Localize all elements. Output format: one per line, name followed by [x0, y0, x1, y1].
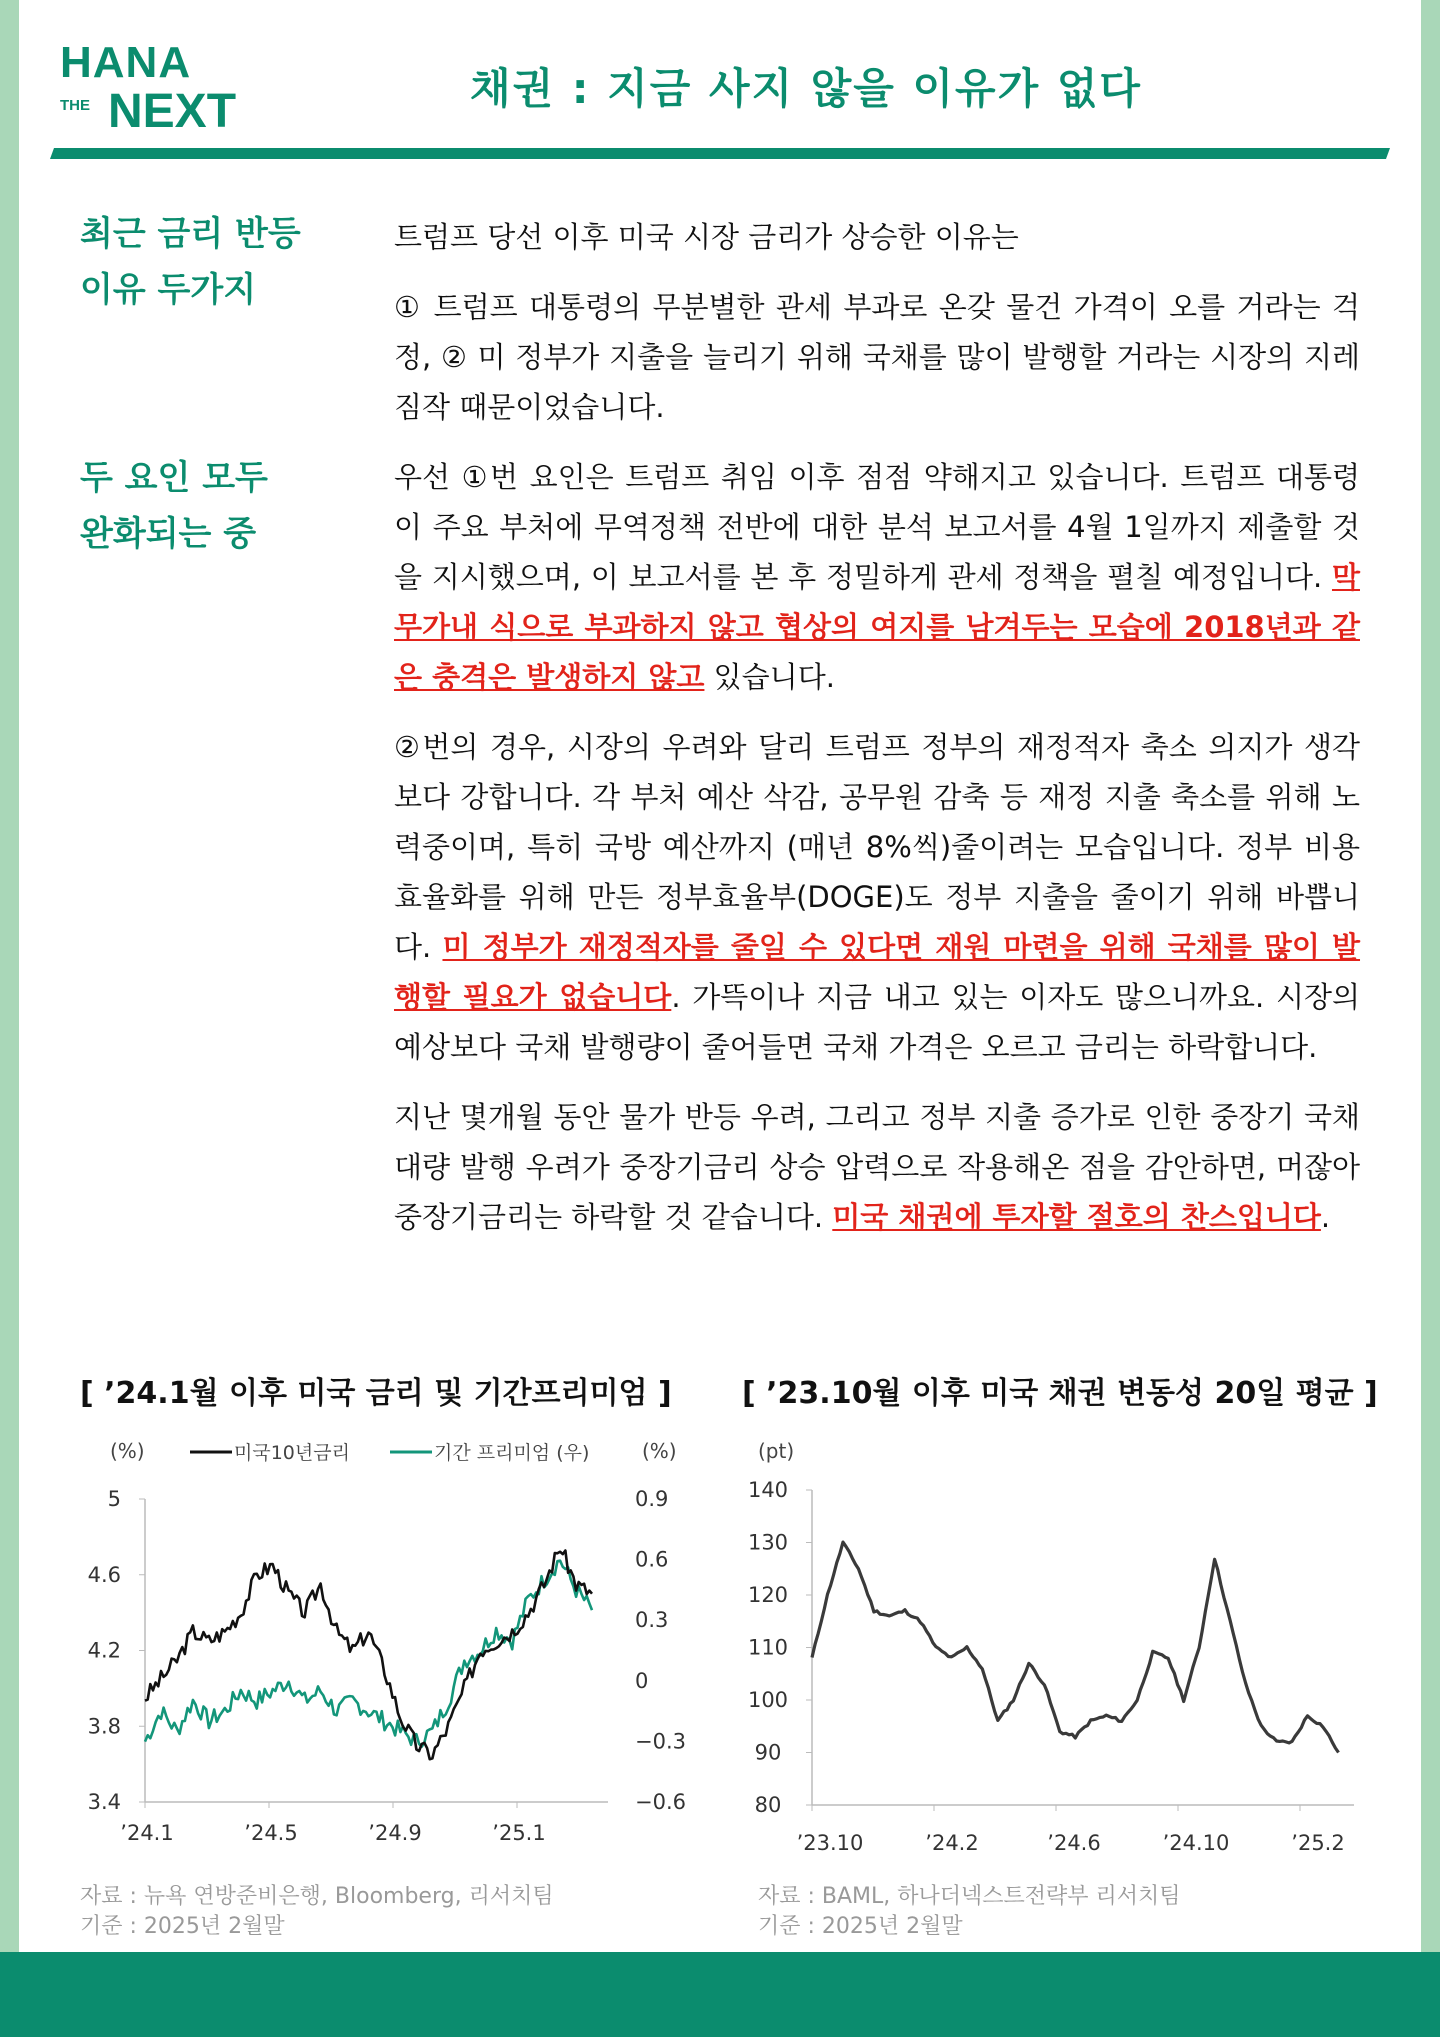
y-tick-label: 110: [747, 1635, 789, 1660]
x-tick-label: ’25.1: [492, 1821, 546, 1845]
right-tick-label: 0: [635, 1668, 649, 1693]
legend-label-rate: 미국10년금리: [234, 1442, 350, 1464]
series-line-term-premium: [145, 1561, 592, 1747]
right-date-text: 기준 : 2025년 2월말: [758, 1914, 963, 1939]
logo-next: NEXT: [108, 85, 237, 138]
body-text: 우선 ①번 요인은 트럼프 취임 이후 점점 약해지고 있습니다. 트럼프 대통령이 주요 부처에 무역정책 전반에 대한 분석 보고서를 4월 1일까지 제출할 것을 지시했으며, 이 보고서를 본 후 정밀하게 관세 정책을 펼칠 예정입니다.: [394, 460, 1360, 594]
title-underline-bar: [50, 148, 1390, 159]
highlight-text: 미 정부가 재정적자를 줄일 수 있다면 재원 마련을 위해 국채를 많이 발행할 필요가 없습니다: [394, 930, 1361, 1014]
rate-term-premium-chart: [60, 1422, 700, 1862]
highlight-text: 미국 채권에 투자할 절호의 찬스입니다: [832, 1200, 1321, 1234]
series-line-us10y: [145, 1551, 592, 1760]
body-text: 지난 몇개월 동안 물가 반등 우려, 그리고 정부 지출 증가로 인한 중장기 국채 대량 발행 우려가 중장기금리 상승 압력으로 작용해온 점을 감안하면, 머잖아 중장기금리는 하락할 것 같습니다.: [394, 1100, 1360, 1234]
section-body-2: [394, 452, 1360, 1262]
x-tick-label: ’25.2: [1291, 1831, 1345, 1855]
x-tick-label: ’24.9: [368, 1821, 422, 1845]
bond-volatility-chart: [740, 1422, 1380, 1862]
body-text: . 가뜩이나 지금 내고 있는 이자도 많으니까요. 시장의 예상보다 국채 발행량이 줄어들면 국채 가격은 오르고 금리는 하락합니다.: [394, 980, 1360, 1064]
left-tick-label: 4.6: [87, 1562, 121, 1587]
y-tick-label: 80: [754, 1793, 782, 1817]
y-tick-label: 130: [747, 1530, 789, 1555]
left-source-text: 자료 : 뉴욕 연방준비은행, Bloomberg, 리서치팀: [80, 1884, 554, 1909]
hana-the-next-logo: [60, 38, 270, 136]
axis-unit: (pt): [758, 1439, 795, 1463]
paragraph: [394, 212, 1360, 262]
legend-label-premium: 기간 프리미엄 (우): [434, 1442, 590, 1464]
chart-title-right: [ ’23.10월 이후 미국 채권 변동성 20일 평균 ]: [742, 1376, 1378, 1411]
highlight-text: 막무가내 식으로 부과하지 않고 협상의 여지를 남겨두는 모습에 2018년과 같은 충격은 발생하지 않고: [394, 560, 1360, 694]
right-tick-label: −0.3: [635, 1729, 686, 1754]
logo-the: THE: [60, 97, 90, 114]
body-text: ②번의 경우, 시장의 우려와 달리 트럼프 정부의 재정적자 축소 의지가 생각보다 강합니다. 각 부처 예산 삭감, 공무원 감축 등 재정 지출 축소를 위해 노력중이며, 특히 국방 예산까지 (매년 8%씩)줄이려는 모습입니다. 정부 비용 효율화를 위해 만든 정부효율부(DOGE)도 정부 지출을 줄이기 위해 바쁩니다.: [394, 730, 1360, 964]
left-tick-label: 4.2: [87, 1638, 121, 1663]
x-tick-label: ’24.10: [1162, 1831, 1230, 1855]
section-body-1: [394, 212, 1360, 452]
chart-title-left: [ ’24.1월 이후 미국 금리 및 기간프리미엄 ]: [80, 1376, 672, 1411]
right-tick-label: 0.9: [635, 1487, 669, 1511]
left-source: [80, 1882, 554, 1942]
right-axis-unit: (%): [642, 1439, 677, 1463]
x-tick-label: ’24.6: [1047, 1831, 1101, 1855]
page-title: 채권 : 지금 사지 않을 이유가 없다: [470, 64, 1142, 113]
series-line-volatility: [812, 1542, 1339, 1752]
section-label-1: 최근 금리 반등 이유 두가지: [80, 214, 301, 310]
x-tick-label: ’24.1: [120, 1821, 174, 1845]
x-tick-label: ’24.5: [244, 1821, 298, 1845]
paragraph: [394, 282, 1360, 432]
body-text: 트럼프 당선 이후 미국 시장 금리가 상승한 이유는: [394, 220, 1019, 254]
x-tick-label: ’24.2: [925, 1831, 979, 1855]
right-source-text: 자료 : BAML, 하나더넥스트전략부 리서치팀: [758, 1884, 1181, 1909]
right-tick-label: 0.6: [635, 1547, 669, 1572]
y-tick-label: 120: [747, 1583, 789, 1607]
y-tick-label: 140: [747, 1478, 789, 1502]
body-text: ① 트럼프 대통령의 무분별한 관세 부과로 온갖 물건 가격이 오를 거라는 걱정, ② 미 정부가 지출을 늘리기 위해 국채를 많이 발행할 거라는 시장의 지레짐작 때문이었습니다.: [394, 290, 1360, 424]
left-tick-label: 3.8: [87, 1714, 121, 1739]
paragraph: [394, 452, 1360, 702]
section-label-2: 두 요인 모두 완화되는 중: [80, 458, 268, 554]
y-tick-label: 90: [754, 1740, 782, 1765]
right-source: [758, 1882, 1181, 1942]
y-tick-label: 100: [747, 1688, 789, 1712]
left-tick-label: 3.4: [87, 1790, 121, 1814]
paragraph: [394, 1092, 1360, 1242]
body-text: .: [1320, 1200, 1331, 1234]
body-text: 있습니다.: [704, 660, 835, 694]
paragraph: [394, 722, 1360, 1072]
right-tick-label: −0.6: [635, 1790, 686, 1814]
logo-hana: HANA: [60, 38, 192, 87]
left-tick-label: 5: [107, 1487, 121, 1511]
footer-bar: [0, 1952, 1440, 2037]
left-date-text: 기준 : 2025년 2월말: [80, 1914, 285, 1939]
right-tick-label: 0.3: [635, 1608, 669, 1633]
left-axis-unit: (%): [110, 1439, 145, 1463]
x-tick-label: ’23.10: [796, 1831, 864, 1855]
